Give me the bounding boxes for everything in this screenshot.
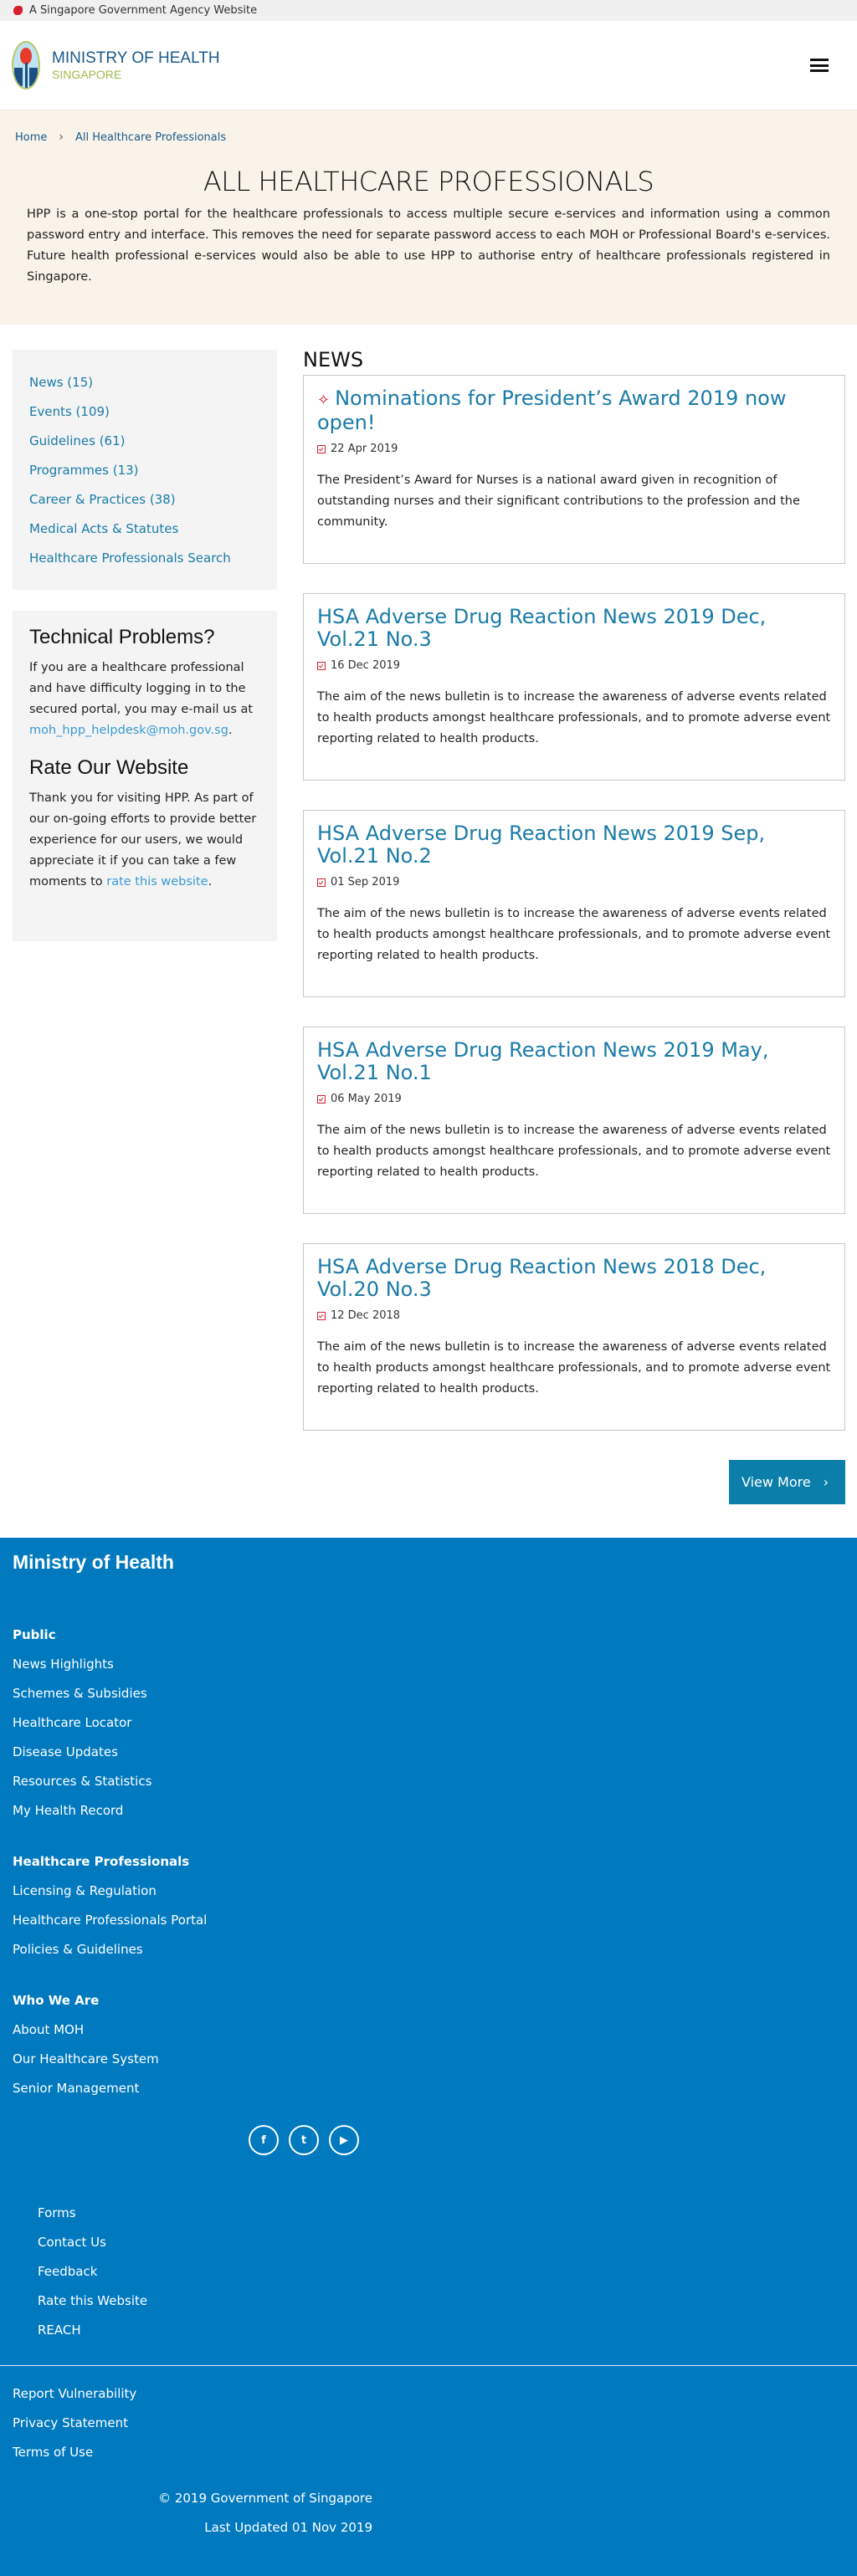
reach-link[interactable]: REACH <box>38 2322 81 2338</box>
footer-heading: Healthcare Professionals <box>13 1854 190 1869</box>
main-content <box>0 325 857 1538</box>
contact-us-link[interactable]: Contact Us <box>38 2235 106 2250</box>
help-box <box>13 611 277 941</box>
news-title-link[interactable]: HSA Adverse Drug Reaction News 2019 Dec, Vol.21 No.3 <box>317 605 767 651</box>
rate-website-link[interactable]: rate this website <box>106 875 208 889</box>
technical-problems-text: If you are a healthcare professional and have difficulty logging in to the secured portal, you may e-mail us at moh_hpp_helpdesk@moh.gov.sg. <box>29 661 254 737</box>
sidebar-nav <box>13 350 277 590</box>
logo-subtitle: SINGAPORE <box>52 68 122 81</box>
news-card <box>303 1027 845 1214</box>
footer-link[interactable]: Our Healthcare System <box>13 2051 159 2066</box>
footer-section-who-we-are <box>13 1986 844 2103</box>
page-description: HPP is a one-stop portal for the healthcare professionals to access multiple secure e-services and information using a common password entry and interface. This removes the need for separate password access to each MOH or Professional Board's e-services. Future health professional e-services would also be able to use HPP to authorise entry of healthcare professionals registered in Singapore. <box>27 207 830 284</box>
news-section <box>303 350 845 1521</box>
sidebar-item-career-practices[interactable]: Career & Practices (38) <box>29 492 176 507</box>
calendar-icon <box>317 445 326 453</box>
news-date: 22 Apr 2019 <box>317 443 831 455</box>
lion-head-icon <box>13 6 23 15</box>
sidebar-item-medical-acts[interactable]: Medical Acts & Statutes <box>29 521 179 536</box>
hamburger-icon[interactable] <box>810 59 829 72</box>
news-date: 01 Sep 2019 <box>317 876 831 889</box>
footer-section-healthcare-professionals <box>13 1847 844 1964</box>
sidebar-item-news[interactable]: News (15) <box>29 375 94 390</box>
moh-logo-icon <box>12 41 40 90</box>
sidebar-item-events[interactable]: Events (109) <box>29 404 110 419</box>
copyright: © 2019 Government of Singapore <box>158 2491 372 2506</box>
pin-icon: ✧ <box>317 392 331 409</box>
helpdesk-email-link[interactable]: moh_hpp_helpdesk@moh.gov.sg <box>29 724 228 737</box>
footer-link[interactable]: Licensing & Regulation <box>13 1883 157 1898</box>
news-date: 16 Dec 2019 <box>317 659 831 672</box>
facebook-icon[interactable]: f <box>249 2125 279 2155</box>
footer-link[interactable]: Healthcare Locator <box>13 1715 132 1730</box>
sidebar-item-programmes[interactable]: Programmes (13) <box>29 463 139 478</box>
breadcrumb <box>15 131 830 144</box>
news-summary: The aim of the news bulletin is to increase the awareness of adverse events related to health products amongst healthcare professionals, and to promote adverse event reporting related to health products. <box>317 907 831 962</box>
news-date: 12 Dec 2018 <box>317 1309 831 1322</box>
twitter-icon[interactable]: t <box>289 2125 319 2155</box>
footer-link[interactable]: Resources & Statistics <box>13 1774 152 1789</box>
news-title-link[interactable]: HSA Adverse Drug Reaction News 2019 May, Vol.21 No.1 <box>317 1038 769 1084</box>
news-summary: The aim of the news bulletin is to increase the awareness of adverse events related to health products amongst healthcare professionals, and to promote adverse event reporting related to health products. <box>317 1340 831 1396</box>
chevron-right-icon: › <box>823 1474 829 1490</box>
rate-website-text: Thank you for visiting HPP. As part of our on-going efforts to provide better experience for our users, we would appreciate it if you can take a few moments to rate this website. <box>29 791 257 889</box>
footer-link[interactable]: News Highlights <box>13 1657 114 1672</box>
footer-heading: Who We Are <box>13 1993 100 2008</box>
feedback-link[interactable]: Feedback <box>38 2264 98 2279</box>
footer-divider <box>0 2365 857 2366</box>
footer-heading: Public <box>13 1627 56 1642</box>
technical-problems-heading: Technical Problems? <box>29 626 215 648</box>
government-banner <box>0 0 857 21</box>
privacy-statement-link[interactable]: Privacy Statement <box>13 2415 129 2430</box>
news-summary: The aim of the news bulletin is to increase the awareness of adverse events related to health products amongst healthcare professionals, and to promote adverse event reporting related to health products. <box>317 690 831 745</box>
footer-link[interactable]: About MOH <box>13 2022 85 2037</box>
rate-website-heading: Rate Our Website <box>29 756 189 779</box>
footer-link[interactable]: Disease Updates <box>13 1744 118 1759</box>
news-card <box>303 810 845 997</box>
social-links <box>13 2125 844 2155</box>
view-more-button[interactable]: View More › <box>729 1460 845 1504</box>
footer-utility-links <box>13 2199 844 2345</box>
news-card <box>303 1243 845 1431</box>
footer-section-public <box>13 1621 844 1826</box>
footer-link[interactable]: Schemes & Subsidies <box>13 1686 147 1701</box>
sidebar-item-guidelines[interactable]: Guidelines (61) <box>29 433 126 448</box>
news-title-link[interactable]: ✧ Nominations for President’s Award 2019 now open! <box>317 387 787 434</box>
footer-legal-links <box>13 2379 844 2467</box>
breadcrumb-home[interactable]: Home <box>15 131 48 144</box>
site-footer <box>0 1538 857 2576</box>
breadcrumb-current[interactable]: All Healthcare Professionals <box>75 131 227 144</box>
news-date: 06 May 2019 <box>317 1093 831 1105</box>
chevron-right-icon: › <box>59 131 64 144</box>
rate-website-footer-link[interactable]: Rate this Website <box>38 2293 148 2308</box>
news-heading: NEWS <box>303 348 364 371</box>
sidebar-item-hp-search[interactable]: Healthcare Professionals Search <box>29 551 231 566</box>
government-banner-text: A Singapore Government Agency Website <box>29 4 258 17</box>
footer-link[interactable]: Healthcare Professionals Portal <box>13 1913 208 1928</box>
news-summary: The aim of the news bulletin is to increase the awareness of adverse events related to health products amongst healthcare professionals, and to promote adverse event reporting related to health products. <box>317 1124 831 1179</box>
sidebar <box>13 350 277 1521</box>
calendar-icon <box>317 1095 326 1104</box>
terms-of-use-link[interactable]: Terms of Use <box>13 2445 94 2460</box>
news-summary: The President’s Award for Nurses is a national award given in recognition of outstanding nurses and their significant contributions to the profession and the community. <box>317 474 800 529</box>
youtube-icon[interactable]: ▶ <box>329 2125 359 2155</box>
report-vulnerability-link[interactable]: Report Vulnerability <box>13 2386 137 2401</box>
news-title-link[interactable]: HSA Adverse Drug Reaction News 2019 Sep, Vol.21 No.2 <box>317 822 766 868</box>
logo-title: MINISTRY OF HEALTH <box>52 49 220 67</box>
calendar-icon <box>317 662 326 670</box>
footer-link[interactable]: My Health Record <box>13 1803 124 1818</box>
footer-link[interactable]: Policies & Guidelines <box>13 1942 143 1957</box>
forms-link[interactable]: Forms <box>38 2205 76 2220</box>
last-updated: Last Updated 01 Nov 2019 <box>204 2520 372 2535</box>
page-title: ALL HEALTHCARE PROFESSIONALS <box>203 166 654 197</box>
page-hero <box>0 110 857 325</box>
calendar-icon <box>317 878 326 887</box>
site-header <box>0 21 857 110</box>
calendar-icon <box>317 1312 326 1320</box>
footer-link[interactable]: Senior Management <box>13 2081 140 2096</box>
news-card <box>303 593 845 781</box>
news-title-link[interactable]: HSA Adverse Drug Reaction News 2018 Dec, Vol.20 No.3 <box>317 1255 767 1301</box>
news-card <box>303 375 845 564</box>
moh-logo-link[interactable] <box>12 41 220 90</box>
footer-brand: Ministry of Health <box>13 1551 174 1573</box>
